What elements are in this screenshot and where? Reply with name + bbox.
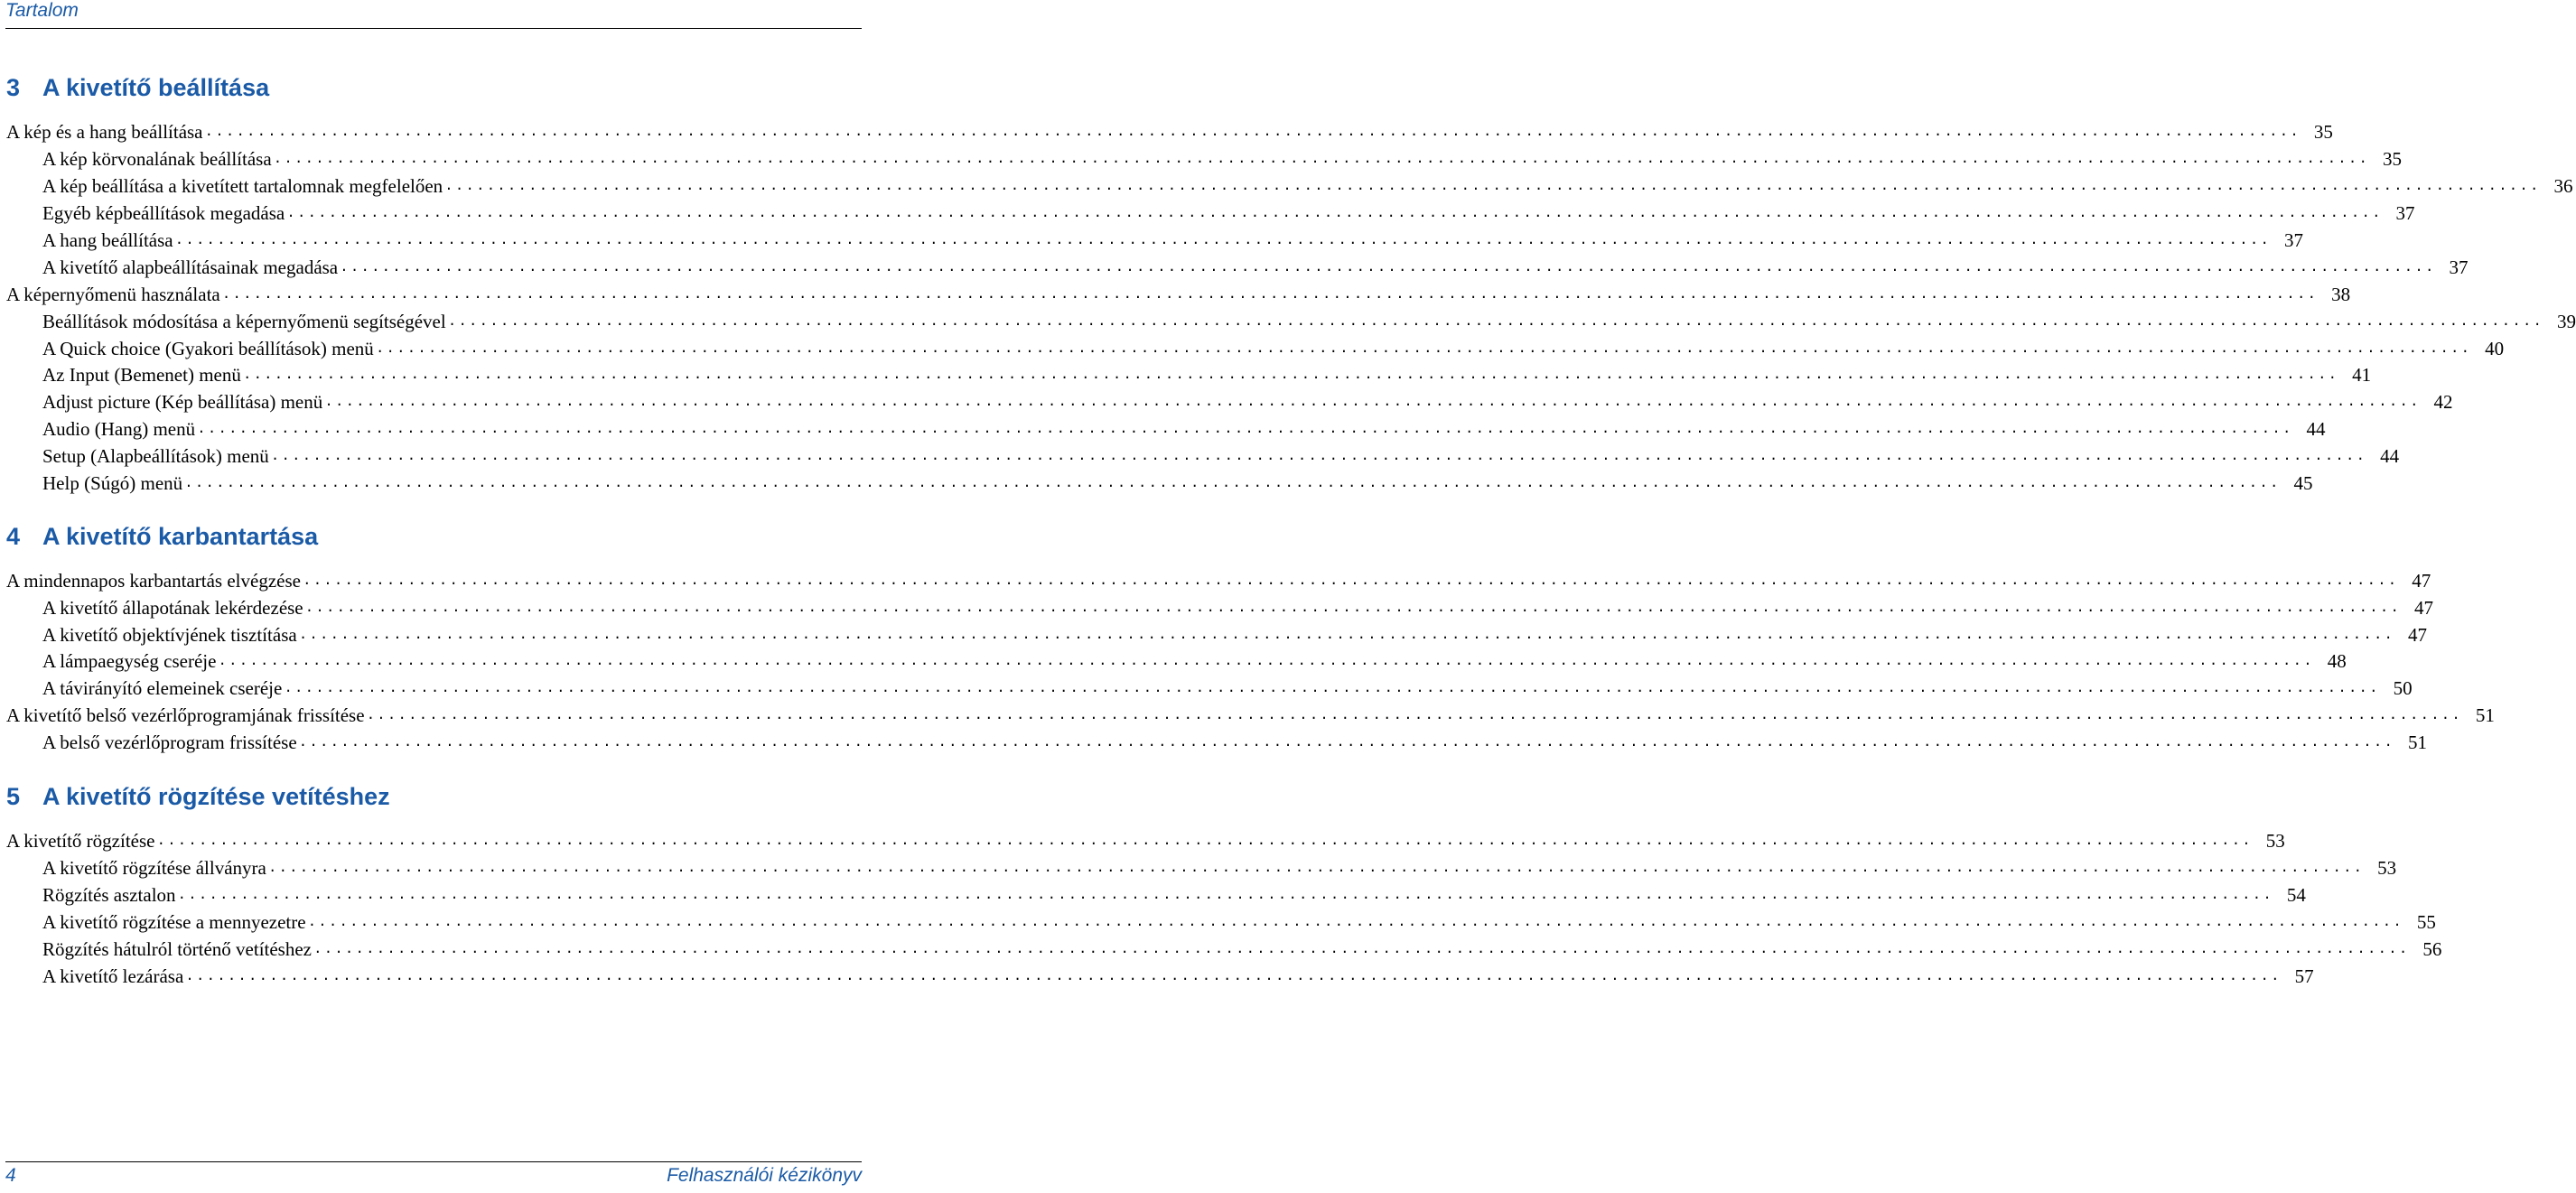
toc-subentry[interactable] [42,415,2326,443]
toc-entry-label: A képernyőmenü használata [6,283,220,305]
toc-subentry[interactable] [42,621,2428,648]
document-title: Felhasználói kézikönyv [667,1165,862,1186]
toc-entry-page: 44 [2380,444,2400,467]
dot-leader: ........................................................................................................................................................................................................ [375,340,2472,357]
toc-entry-page: 53 [2265,829,2285,852]
toc-entry-label: Help (Súgó) menü [42,471,183,494]
toc-entry-page: 42 [2433,390,2453,413]
chapter-number: 5 [6,782,21,810]
dot-leader: ........................................................................................................................................................................................................ [156,833,2253,849]
toc-subentry[interactable] [42,308,2576,335]
dot-leader: ........................................................................................................................................................................................................ [307,914,2403,930]
toc-subentry[interactable] [42,388,2453,415]
dot-leader: ........................................................................................................................................................................................................ [447,313,2544,330]
footer-rule [5,1161,862,1162]
running-head: Tartalom [5,0,79,21]
toc-entry-page: 44 [2306,417,2326,440]
toc-subentry[interactable] [42,145,2402,172]
toc-entry-label: Rögzítés hátulról történő vetítéshez [42,937,312,960]
toc-subentry[interactable] [42,729,2427,756]
toc-entry-page: 45 [2293,471,2313,494]
chapter-heading [6,70,269,106]
toc-entry-label: A kép körvonalának beállítása [42,147,272,170]
dot-leader: ........................................................................................................................................................................................................ [174,232,2271,248]
dot-leader: ........................................................................................................................................................................................................ [298,627,2395,643]
toc-entry-label: A kivetítő belső vezérlőprogramjának frissítése [6,704,365,726]
toc-subentry[interactable] [42,470,2313,497]
toc-entry-page: 57 [2294,965,2314,987]
toc-entry-page: 37 [2395,201,2415,224]
chapter-heading [6,778,390,815]
dot-leader: ........................................................................................................................................................................................................ [242,367,2339,383]
toc-entry-label: Setup (Alapbeállítások) menü [42,444,269,467]
toc-entry-page: 38 [2331,283,2351,305]
toc-subentry[interactable] [42,963,2314,990]
toc-entry-label: A távirányító elemeinek cseréje [42,676,283,699]
toc-entry-page: 37 [2449,256,2469,278]
dot-leader: ........................................................................................................................................................................................................ [184,475,2281,491]
toc-entry-label: Audio (Hang) menü [42,417,196,440]
toc-entry-label: A kivetítő alapbeállításainak megadása [42,256,339,278]
toc-entry[interactable] [6,118,2333,145]
toc-entry-label: A hang beállítása [42,228,173,251]
toc-entry-label: Egyéb képbeállítások megadása [42,201,285,224]
toc-entry-page: 47 [2412,569,2431,592]
toc-subentry[interactable] [42,443,2400,470]
toc-entry-label: Az Input (Bemenet) menü [42,363,241,386]
toc-entry-label: Rögzítés asztalon [42,883,176,906]
toc-subentry[interactable] [42,361,2372,388]
dot-leader: ........................................................................................................................................................................................................ [177,887,2273,903]
dot-leader: ........................................................................................................................................................................................................ [204,124,2301,140]
toc-entry-page: 47 [2408,623,2428,646]
toc-entry[interactable] [6,281,2351,308]
dot-leader: ........................................................................................................................................................................................................ [286,205,2383,221]
dot-leader: ........................................................................................................................................................................................................ [324,394,2421,410]
toc-entry-label: A kivetítő rögzítése a mennyezetre [42,910,306,933]
toc-subentry[interactable] [42,172,2573,200]
dot-leader: ........................................................................................................................................................................................................ [313,941,2410,957]
toc-entry-label: A kivetítő lezárása [42,965,184,987]
dot-leader: ........................................................................................................................................................................................................ [366,707,2462,723]
chapter-title: A kivetítő rögzítése vetítéshez [42,782,390,810]
toc-entry-page: 37 [2283,228,2303,251]
toc-entry-page: 56 [2422,937,2442,960]
toc-entry-page: 39 [2557,310,2576,332]
toc-entry-page: 48 [2327,649,2347,672]
toc-subentry[interactable] [42,648,2347,675]
dot-leader: ........................................................................................................................................................................................................ [185,968,2282,984]
toc-entry-label: A kép és a hang beállítása [6,120,203,143]
toc-entry-page: 40 [2485,337,2505,359]
dot-leader: ........................................................................................................................................................................................................ [444,178,2541,194]
dot-leader: ........................................................................................................................................................................................................ [270,448,2367,464]
toc-entry[interactable] [6,567,2431,594]
toc-entry-label: A kép beállítása a kivetített tartalomnak megfelelően [42,174,443,197]
toc-entry-label: A kivetítő rögzítése [6,829,155,852]
toc-entry-label: A Quick choice (Gyakori beállítások) menü [42,337,374,359]
chapter-number: 4 [6,522,21,550]
toc-subentry[interactable] [42,936,2442,963]
header-rule [5,28,862,29]
toc-entry-page: 47 [2413,596,2433,619]
toc-entry-page: 51 [2475,704,2495,726]
toc-subentry[interactable] [42,594,2433,621]
toc-entry-page: 35 [2382,147,2402,170]
chapter-number: 3 [6,73,21,101]
dot-leader: ........................................................................................................................................................................................................ [273,151,2369,167]
page-number: 4 [5,1165,16,1186]
toc-entry-label: A kivetítő rögzítése állványra [42,856,266,879]
dot-leader: ........................................................................................................................................................................................................ [221,286,2319,303]
toc-entry-label: A mindennapos karbantartás elvégzése [6,569,301,592]
dot-leader: ........................................................................................................................................................................................................ [197,421,2293,437]
chapter-title: A kivetítő beállítása [42,73,270,101]
toc-subentry[interactable] [42,335,2505,362]
toc-entry-label: A belső vezérlőprogram frissítése [42,731,297,753]
dot-leader: ........................................................................................................................................................................................................ [218,653,2314,669]
dot-leader: ........................................................................................................................................................................................................ [267,860,2365,876]
toc-subentry[interactable] [42,254,2469,281]
toc-entry-page: 54 [2286,883,2306,906]
toc-entry-label: Adjust picture (Kép beállítása) menü [42,390,323,413]
chapter-heading [6,518,318,555]
toc-subentry[interactable] [42,675,2413,702]
chapter-title: A kivetítő karbantartása [42,522,319,550]
toc-entry-page: 55 [2416,910,2436,933]
toc-entry-label: A kivetítő állapotának lekérdezése [42,596,303,619]
toc-entry-page: 36 [2553,174,2573,197]
toc-subentry[interactable] [42,227,2303,254]
dot-leader: ........................................................................................................................................................................................................ [284,680,2380,696]
toc-entry-page: 50 [2393,676,2413,699]
toc-entry-page: 51 [2407,731,2427,753]
toc-entry-label: A kivetítő objektívjének tisztítása [42,623,297,646]
toc-subentry[interactable] [42,854,2397,881]
toc-entry-label: Beállítások módosítása a képernyőmenü segítségével [42,310,446,332]
toc-subentry[interactable] [42,200,2415,227]
toc-entry[interactable] [6,827,2285,854]
toc-entry-page: 35 [2313,120,2333,143]
toc-entry-page: 53 [2377,856,2397,879]
dot-leader: ........................................................................................................................................................................................................ [302,573,2399,589]
dot-leader: ........................................................................................................................................................................................................ [304,600,2401,616]
dot-leader: ........................................................................................................................................................................................................ [340,259,2436,275]
toc-entry[interactable] [6,702,2495,729]
toc-subentry[interactable] [42,909,2436,936]
toc-entry-page: 41 [2352,363,2372,386]
toc-subentry[interactable] [42,881,2306,909]
dot-leader: ........................................................................................................................................................................................................ [298,734,2394,750]
toc-entry-label: A lámpaegység cseréje [42,649,217,672]
